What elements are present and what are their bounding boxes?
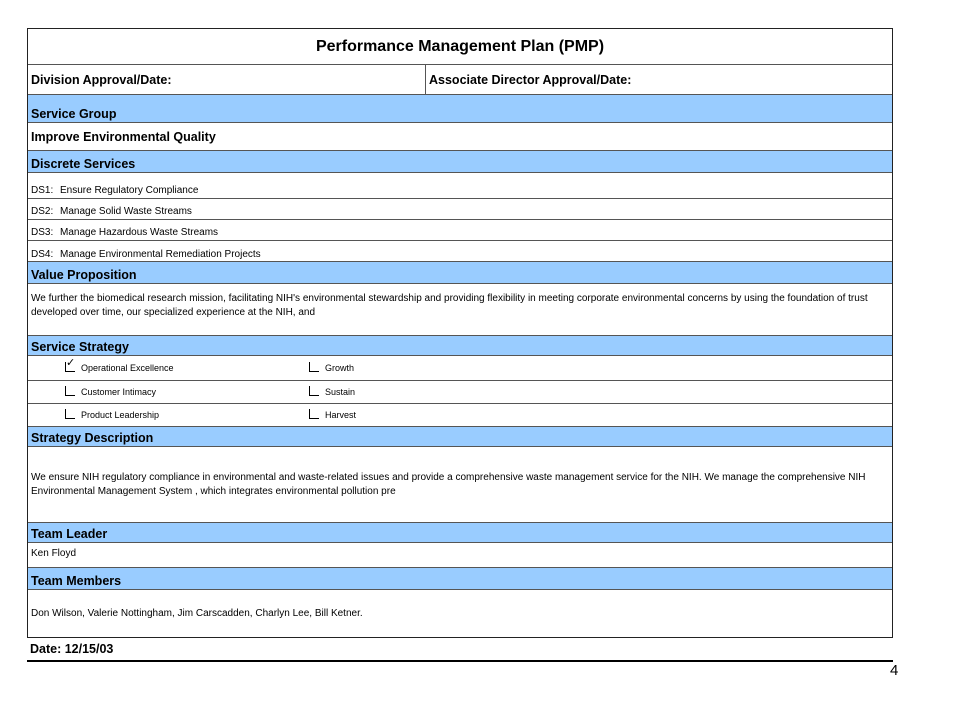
service-strategy-header: [28, 336, 892, 356]
strategy-option-operational-excellence[interactable]: [65, 357, 174, 373]
discrete-service-row[interactable]: [28, 173, 892, 199]
strategy-description-row[interactable]: [28, 447, 892, 523]
discrete-service-code: DS4:: [31, 249, 54, 260]
discrete-service-code: DS2:: [31, 206, 54, 217]
strategy-option-label: Growth: [325, 363, 355, 373]
strategy-option-label: Customer Intimacy: [81, 387, 157, 397]
service-group-header: [28, 95, 892, 123]
strategy-description-text: We ensure NIH regulatory compliance in environmental and waste-related issues and provide a comprehensive waste management service for the NIH. We manage the comprehensive NIH Environmental Management System , which integrates environmental pollution pre: [31, 472, 866, 497]
discrete-service-code: DS1:: [31, 185, 54, 196]
strategy-option-label: Product Leadership: [81, 410, 160, 420]
strategy-option-product-leadership[interactable]: [65, 410, 159, 420]
value-proposition-row[interactable]: [28, 284, 892, 336]
form-title: [28, 29, 892, 65]
service-strategy-row: [28, 356, 892, 381]
discrete-service-label: Manage Solid Waste Streams: [60, 206, 192, 217]
team-members-header: [28, 568, 892, 590]
service-strategy-row: [28, 381, 892, 404]
team-leader-heading: Team Leader: [31, 527, 108, 541]
date-row: [27, 639, 893, 659]
service-strategy-heading: Service Strategy: [31, 340, 129, 354]
checkbox-icon[interactable]: [309, 409, 319, 419]
value-proposition-heading: Value Proposition: [31, 268, 137, 282]
form-title-text: Performance Management Plan (PMP): [315, 37, 605, 55]
strategy-option-growth[interactable]: [309, 363, 354, 373]
team-leader-row[interactable]: [28, 543, 892, 568]
discrete-service-row[interactable]: [28, 199, 892, 220]
service-group-heading: Service Group: [31, 107, 117, 121]
strategy-option-label: Harvest: [325, 410, 357, 420]
division-approval-field[interactable]: [28, 65, 426, 94]
discrete-services-heading: Discrete Services: [31, 157, 136, 171]
team-leader-value: Ken Floyd: [31, 548, 77, 559]
page-number: 4: [890, 662, 899, 679]
pmp-form: [27, 28, 893, 638]
date-text: Date: 12/15/03: [30, 642, 114, 656]
discrete-service-row[interactable]: [28, 241, 892, 262]
discrete-service-label: Manage Environmental Remediation Projects: [60, 249, 261, 260]
checkbox-icon[interactable]: [65, 386, 75, 396]
checkbox-checked-icon[interactable]: ✓: [65, 362, 75, 372]
strategy-option-customer-intimacy[interactable]: [65, 387, 156, 397]
team-members-row[interactable]: [28, 590, 892, 637]
strategy-option-sustain[interactable]: [309, 387, 355, 397]
checkbox-icon[interactable]: [65, 409, 75, 419]
value-proposition-text: We further the biomedical research mission, facilitating NIH's environmental stewardship and providing flexibility in meeting corporate environmental concerns by using the foundation of trust developed over time, our specialized experience at the NIH, and: [31, 293, 868, 318]
discrete-service-code: DS3:: [31, 227, 54, 238]
service-strategy-row: [28, 404, 892, 427]
associate-approval-field[interactable]: [426, 65, 892, 94]
associate-approval-label: Associate Director Approval/Date:: [429, 72, 632, 87]
service-group-value: Improve Environmental Quality: [31, 129, 216, 144]
value-proposition-header: [28, 262, 892, 284]
discrete-service-label: Manage Hazardous Waste Streams: [60, 227, 219, 238]
checkbox-icon[interactable]: [309, 386, 319, 396]
footer-divider: [27, 660, 893, 662]
strategy-option-harvest[interactable]: [309, 410, 356, 420]
strategy-description-heading: Strategy Description: [31, 431, 154, 445]
strategy-option-label: Sustain: [325, 387, 356, 397]
approval-row: [28, 65, 892, 95]
team-members-value: Don Wilson, Valerie Nottingham, Jim Carscadden, Charlyn Lee, Bill Ketner.: [31, 608, 363, 619]
discrete-services-header: [28, 151, 892, 173]
team-leader-header: [28, 523, 892, 543]
discrete-service-label: Ensure Regulatory Compliance: [60, 185, 199, 196]
strategy-option-label: Operational Excellence: [81, 363, 174, 373]
strategy-description-header: [28, 427, 892, 447]
discrete-service-row[interactable]: [28, 220, 892, 241]
division-approval-label: Division Approval/Date:: [31, 72, 172, 87]
team-members-heading: Team Members: [31, 574, 122, 588]
service-group-value-row[interactable]: [28, 123, 892, 151]
checkbox-icon[interactable]: [309, 362, 319, 372]
